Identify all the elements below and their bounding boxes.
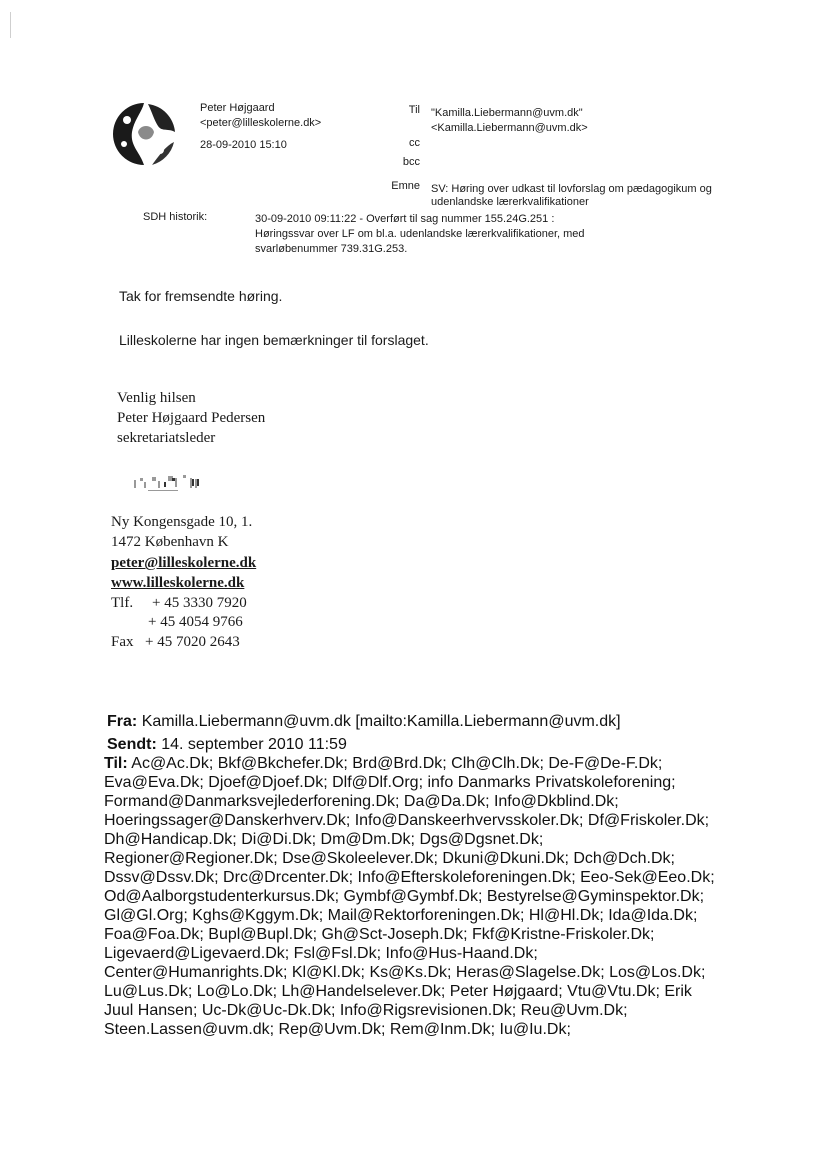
- faded-logo-image: [128, 472, 218, 498]
- history-line2: Høringssvar over LF om bl.a. udenlandske lærerkvalifikationer, med: [255, 228, 585, 240]
- fax-number: + 45 7020 2643: [145, 634, 240, 650]
- body-line2: Lilleskolerne har ingen bemærkninger til forslaget.: [119, 332, 429, 348]
- bcc-label: bcc: [402, 156, 420, 168]
- history-label: SDH historik:: [143, 211, 208, 223]
- to-value-line1: "Kamilla.Liebermann@uvm.dk": [431, 107, 583, 119]
- fax-label: Fax: [111, 634, 134, 650]
- til-label: Til:: [104, 755, 128, 772]
- recipients-line: Til: Ac@Ac.Dk; Bkf@Bkchefer.Dk; Brd@Brd.Dk; Clh@Clh.Dk; De-F@De-F.Dk;: [104, 755, 663, 772]
- signature-name: Peter Højgaard Pedersen: [117, 410, 266, 426]
- body-line1: Tak for fremsendte høring.: [119, 288, 283, 304]
- recipients-line: Regioner@Regioner.Dk; Dse@Skoleelever.Dk; Dkuni@Dkuni.Dk; Dch@Dch.Dk;: [104, 850, 675, 867]
- sender-name: Peter Højgaard: [200, 102, 275, 114]
- cc-label: cc: [409, 137, 420, 149]
- sendt-value: 14. september 2010 11:59: [161, 736, 347, 753]
- sender-avatar: [112, 102, 176, 166]
- sender-email: <peter@lilleskolerne.dk>: [200, 117, 322, 129]
- tlf-label: Tlf.: [111, 595, 134, 611]
- to-value-line2: <Kamilla.Liebermann@uvm.dk>: [431, 122, 588, 134]
- signature-title: sekretariatsleder: [117, 430, 216, 446]
- sent-datetime: 28-09-2010 15:10: [200, 139, 287, 151]
- signature-web-link[interactable]: www.lilleskolerne.dk: [111, 575, 245, 591]
- recipients-line: Juul Hansen; Uc-Dk@Uc-Dk.Dk; Info@Rigsrevisionen.Dk; Reu@Uvm.Dk;: [104, 1002, 628, 1019]
- recipients-line: Dssv@Dssv.Dk; Drc@Drcenter.Dk; Info@Efterskoleforeningen.Dk; Eeo-Sek@Eeo.Dk;: [104, 869, 715, 886]
- recipients-line: Center@Humanrights.Dk; Kl@Kl.Dk; Ks@Ks.Dk; Heras@Slagelse.Dk; Los@Los.Dk;: [104, 964, 706, 981]
- forwarded-recipients: [104, 754, 764, 1039]
- forwarded-from: [107, 712, 707, 731]
- to-label: Til: [408, 104, 420, 116]
- recipients-line: Eva@Eva.Dk; Djoef@Djoef.Dk; Dlf@Dlf.Org; info Danmarks Privatskoleforening;: [104, 774, 676, 791]
- fra-value: Kamilla.Liebermann@uvm.dk [mailto:Kamilla.Liebermann@uvm.dk]: [141, 713, 621, 730]
- recipients-line: Dh@Handicap.Dk; Di@Di.Dk; Dm@Dm.Dk; Dgs@Dgsnet.Dk;: [104, 831, 544, 848]
- tlf-number-2: + 45 4054 9766: [148, 614, 243, 630]
- fra-label: Fra:: [107, 713, 138, 730]
- address-line1: Ny Kongensgade 10, 1.: [111, 514, 253, 530]
- scan-artifact-line: [10, 12, 11, 38]
- subject-line2: udenlandske lærerkvalifikationer: [431, 196, 589, 208]
- sendt-label: Sendt:: [107, 736, 157, 753]
- recipients-line: Hoeringssager@Danskerhverv.Dk; Info@Danskeerhvervsskoler.Dk; Df@Friskoler.Dk;: [104, 812, 710, 829]
- history-line3: svarløbenummer 739.31G.253.: [255, 243, 408, 255]
- signature-email-link[interactable]: peter@lilleskolerne.dk: [111, 555, 257, 571]
- subject-label: Emne: [391, 180, 420, 192]
- recipients-line: Formand@Danmarksvejlederforening.Dk; Da@Da.Dk; Info@Dkblind.Dk;: [104, 793, 619, 810]
- tlf-number-1: + 45 3330 7920: [152, 595, 247, 611]
- recipients-line: Od@Aalborgstudenterkursus.Dk; Gymbf@Gymbf.Dk; Bestyrelse@Gyminspektor.Dk;: [104, 888, 705, 905]
- recipients-line: Steen.Lassen@uvm.dk; Rep@Uvm.Dk; Rem@Inm.Dk; Iu@Iu.Dk;: [104, 1021, 571, 1038]
- address-line2: 1472 København K: [111, 534, 229, 550]
- history-line1: 30-09-2010 09:11:22 - Overført til sag nummer 155.24G.251 :: [255, 213, 555, 225]
- recipients-line: Ligevaerd@Ligevaerd.Dk; Fsl@Fsl.Dk; Info@Hus-Haand.Dk;: [104, 945, 538, 962]
- recipients-line: Foa@Foa.Dk; Bupl@Bupl.Dk; Gh@Sct-Joseph.Dk; Fkf@Kristne-Friskoler.Dk;: [104, 926, 655, 943]
- subject-line1: SV: Høring over udkast til lovforslag om pædagogikum og: [431, 183, 712, 195]
- forwarded-sent: [107, 735, 347, 754]
- recipients-line: Gl@Gl.Org; Kghs@Kggym.Dk; Mail@Rektorforeningen.Dk; Hl@Hl.Dk; Ida@Ida.Dk;: [104, 907, 698, 924]
- recipients-line: Lu@Lus.Dk; Lo@Lo.Dk; Lh@Handelselever.Dk; Peter Højgaard; Vtu@Vtu.Dk; Erik: [104, 983, 692, 1000]
- signature-greeting: Venlig hilsen: [117, 390, 196, 406]
